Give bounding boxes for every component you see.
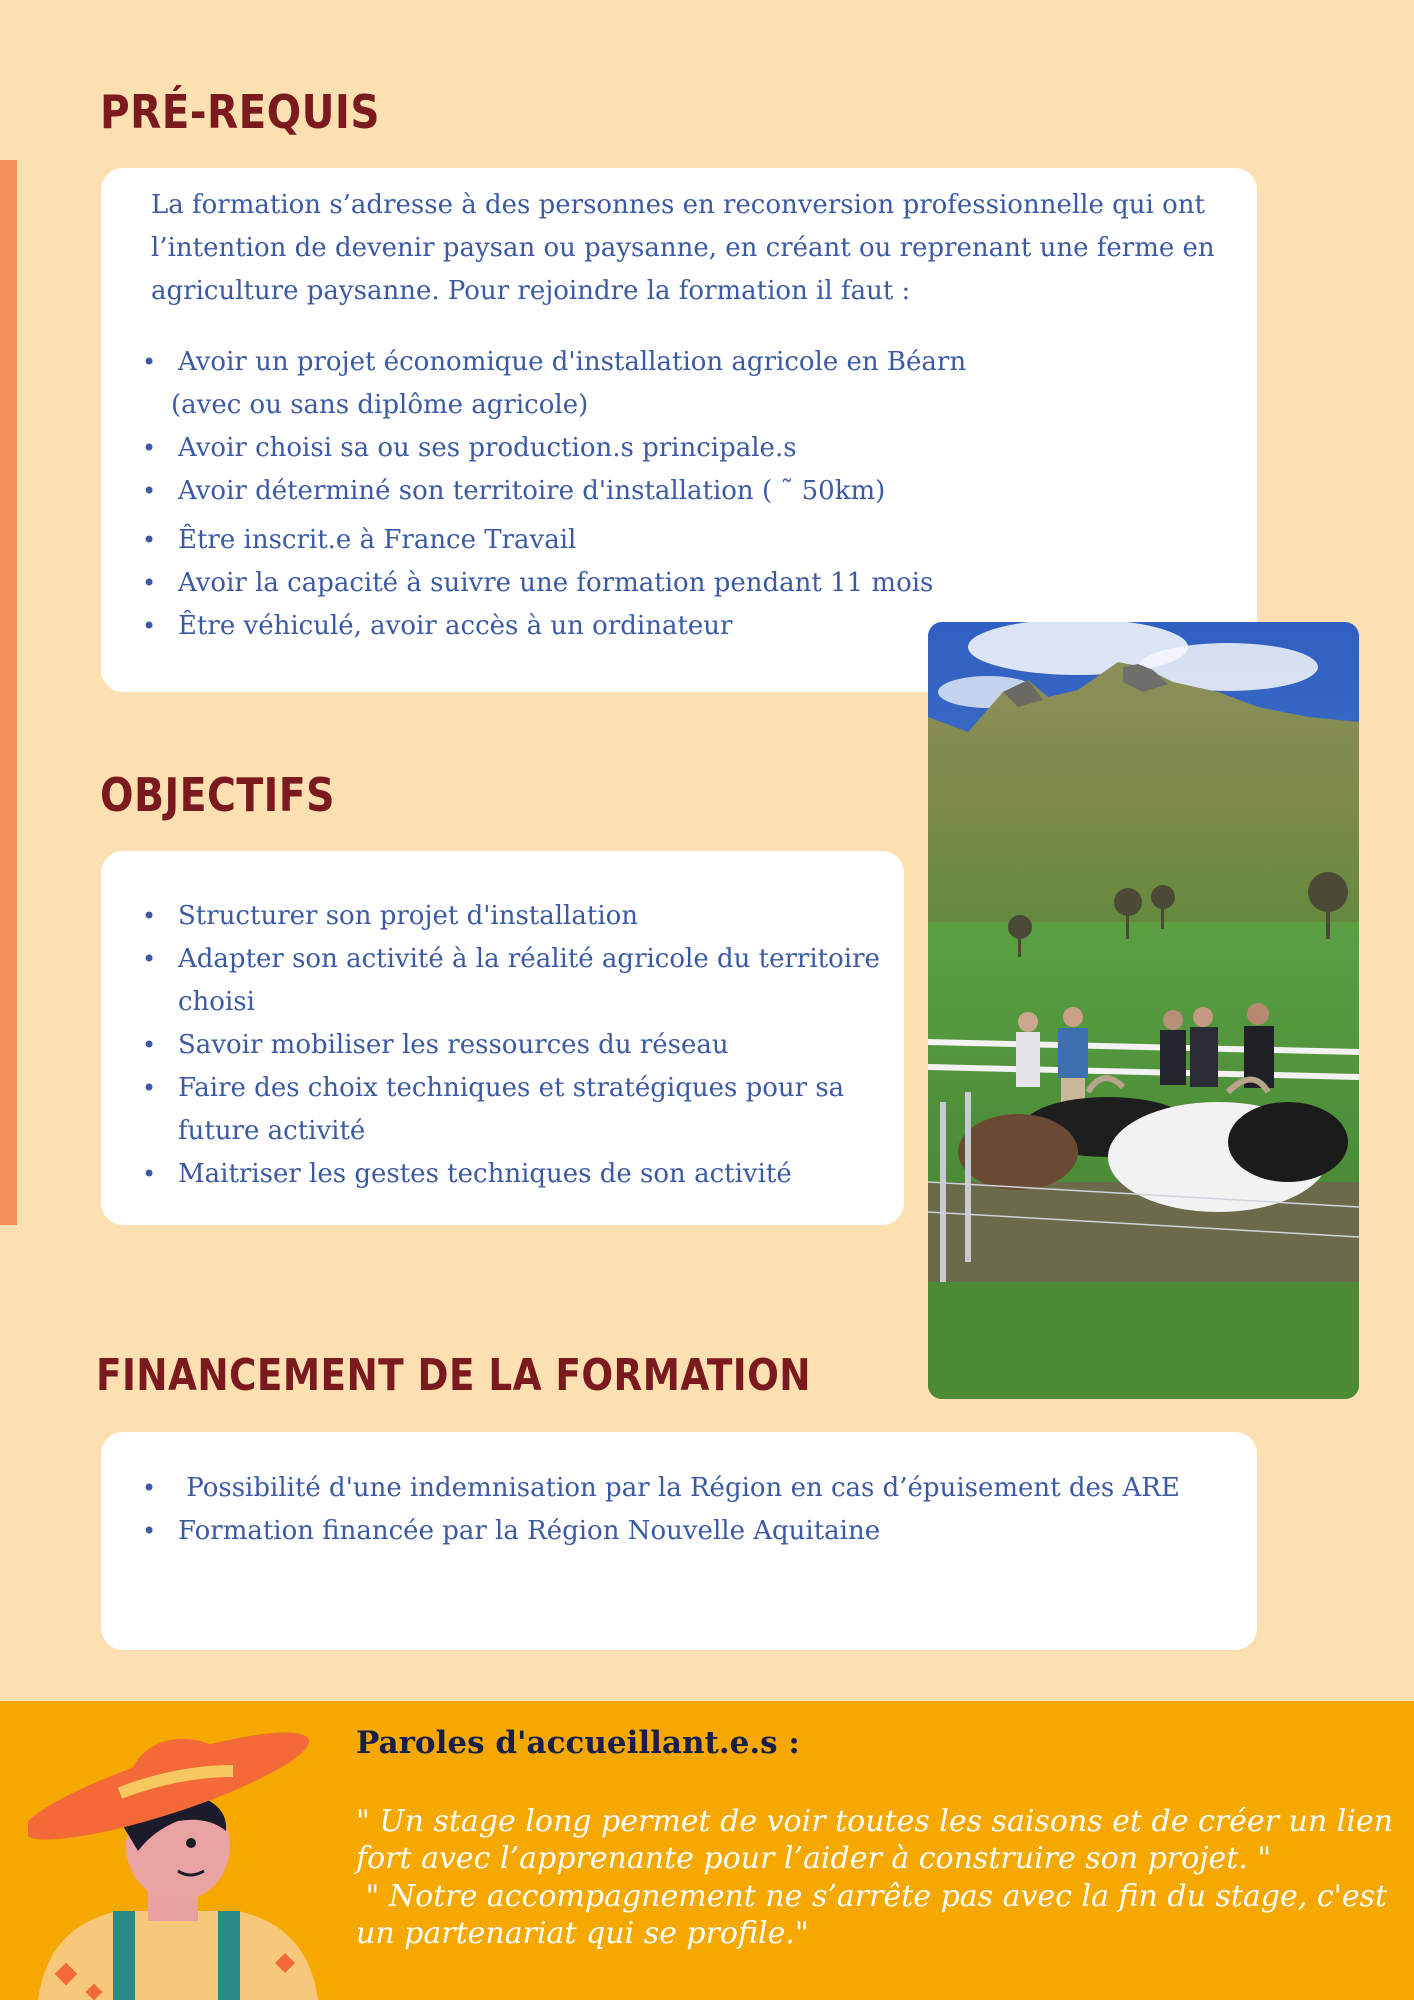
list-item: • Faire des choix techniques et stratégiques pour sa future activité <box>142 1067 902 1153</box>
prerequis-intro: La formation s’adresse à des personnes en reconversion professionnelle qui ont l’intention de devenir paysan ou paysanne, en créant ou reprenant une ferme en agriculture paysanne. Pour rejoindre la formation il faut : <box>151 190 1215 306</box>
financement-heading: FINANCEMENT DE LA FORMATION <box>96 1350 811 1401</box>
list-item-text: (avec ou sans diplôme agricole) <box>171 390 589 420</box>
list-item <box>142 341 1222 427</box>
objectifs-card <box>101 851 904 1225</box>
testimonial-quote: " Un stage long permet de voir toutes les saisons et de créer un lien fort avec l’apprenante pour l’aider à construire son projet. " <box>356 1804 1393 1876</box>
list-item: • Adapter son activité à la réalité agricole du territoire choisi <box>142 938 902 1024</box>
list-item: • Être véhiculé, avoir accès à un ordinateur <box>142 605 1222 648</box>
list-item: • Avoir la capacité à suivre une formation pendant 11 mois <box>142 562 1222 605</box>
testimonial-quote <box>356 1878 1396 1952</box>
list-item: • Structurer son projet d'installation <box>142 895 902 938</box>
list-item: • Maitriser les gestes techniques de son activité <box>142 1153 902 1196</box>
prerequis-card <box>101 168 1257 692</box>
financement-list <box>142 1467 1242 1553</box>
list-item: • Savoir mobiliser les ressources du réseau <box>142 1024 902 1067</box>
testimonial-band <box>0 1701 1414 2000</box>
testimonial-quote-text: " Notre accompagnement ne s’arrête pas avec la fin du stage, c'est un partenariat qui se profile." <box>356 1879 1388 1951</box>
list-item: • Avoir choisi sa ou ses production.s principale.s <box>142 427 1222 470</box>
list-item: • Être inscrit.e à France Travail <box>142 519 1222 562</box>
objectifs-heading: OBJECTIFS <box>100 768 335 822</box>
list-item <box>142 1467 1242 1510</box>
list-item-text: Possibilité d'une indemnisation par la Région en cas d’épuisement des ARE <box>186 1473 1180 1503</box>
accent-bar <box>0 160 17 1225</box>
list-item: • Formation financée par la Région Nouvelle Aquitaine <box>142 1510 1242 1553</box>
mountain-goats-photo <box>928 622 1359 1399</box>
list-item-text: Avoir un projet économique d'installation agricole en Béarn <box>178 347 967 377</box>
prerequis-heading: PRÉ-REQUIS <box>100 85 380 139</box>
list-item: • Avoir déterminé son territoire d'installation ( ˜ 50km) <box>142 470 1222 513</box>
prerequis-list <box>142 341 1222 648</box>
objectifs-list <box>142 895 902 1196</box>
financement-card <box>101 1432 1257 1650</box>
testimonial-title: Paroles d'accueillant.e.s : <box>356 1725 800 1761</box>
farmer-illustration <box>28 1731 328 2000</box>
